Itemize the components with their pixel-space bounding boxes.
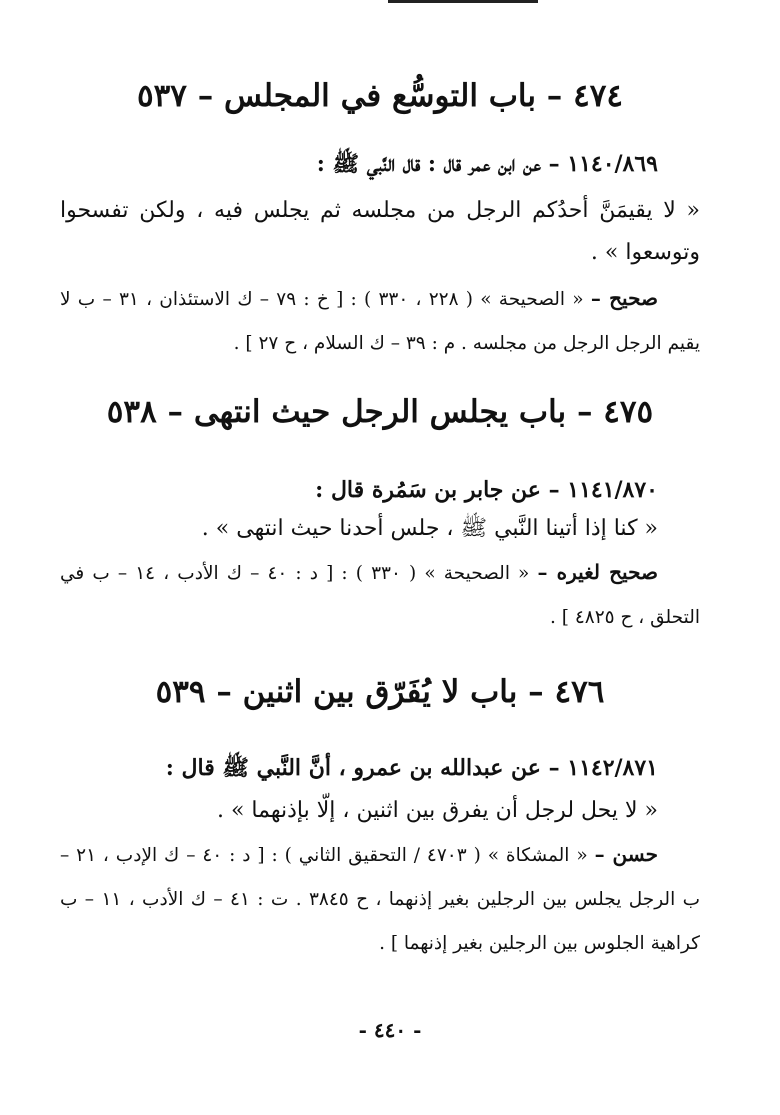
hadith-1141 xyxy=(60,472,700,640)
hadith-grade: صحيح – xyxy=(590,286,658,310)
takhrij-text: « المشكاة » ( ٤٧٠٣ / التحقيق الثاني ) : [ د : ٤٠ – ك الإدب ، ٢١ – ب الرجل يجلس بين الرجلين بغير إذنهما ، ح ٣٨٤٥ . ت : ٤١ – ك الأدب ، ١١ – ب كراهية الجلوس بين الرجلين بغير إذنهما ] . xyxy=(60,845,701,954)
takhrij-block xyxy=(60,550,700,640)
hadith-heading: ١١٤١/٨٧٠ – عن جابر بن سَمُرة قال : xyxy=(315,477,658,503)
section-476 xyxy=(60,672,700,712)
hadith-1142 xyxy=(60,750,700,966)
hadith-grade: صحيح لغيره – xyxy=(537,560,658,584)
chapter-title: ٤٧٤ – باب التوسُّع في المجلس – ٥٣٧ xyxy=(136,78,624,114)
takhrij-block xyxy=(60,832,700,966)
hadith-text: « لا يحل لرجل أن يفرق بين اثنين ، إلّا بإذنهما » . xyxy=(216,798,658,823)
hadith-grade: حسن – xyxy=(594,842,658,866)
takhrij-text: « الصحيحة » ( ٢٢٨ ، ٣٣٠ ) : [ خ : ٧٩ – ك الاستئذان ، ٣١ – ب لا يقيم الرجل الرجل من مجلسه . م : ٣٩ – ك السلام ، ح ٢٧ ] . xyxy=(60,289,700,354)
takhrij-block xyxy=(60,276,700,366)
takhrij-text: « الصحيحة » ( ٣٣٠ ) : [ د : ٤٠ – ك الأدب ، ١٤ – ب في التحلق ، ح ٤٨٢٥ ] . xyxy=(60,563,700,628)
chapter-title: ٤٧٥ – باب يجلس الرجل حيث انتهى – ٥٣٨ xyxy=(106,394,654,430)
hadith-heading: ١١٤٠/٨٦٩ – عن ابن عمر قال : قال النَّبي ﷺ : xyxy=(316,151,658,177)
section-475 xyxy=(60,392,700,432)
page-number: - ٤٤٠ - xyxy=(358,1018,422,1042)
hadith-text: « لا يقيمَنَّ أحدُكم الرجل من مجلسه ثم يجلس فيه ، ولكن تفسحوا وتوسعوا » . xyxy=(60,198,700,265)
section-474 xyxy=(60,76,700,116)
hadith-text: « كنا إذا أتينا النَّبي ﷺ ، جلس أحدنا حيث انتهى » . xyxy=(201,516,658,541)
page-body xyxy=(60,0,700,1115)
chapter-title: ٤٧٦ – باب لا يُفَرّق بين اثنين – ٥٣٩ xyxy=(155,674,605,710)
hadith-1140 xyxy=(60,146,700,366)
hadith-heading: ١١٤٢/٨٧١ – عن عبدالله بن عمرو ، أنَّ النَّبي ﷺ قال : xyxy=(165,755,658,781)
